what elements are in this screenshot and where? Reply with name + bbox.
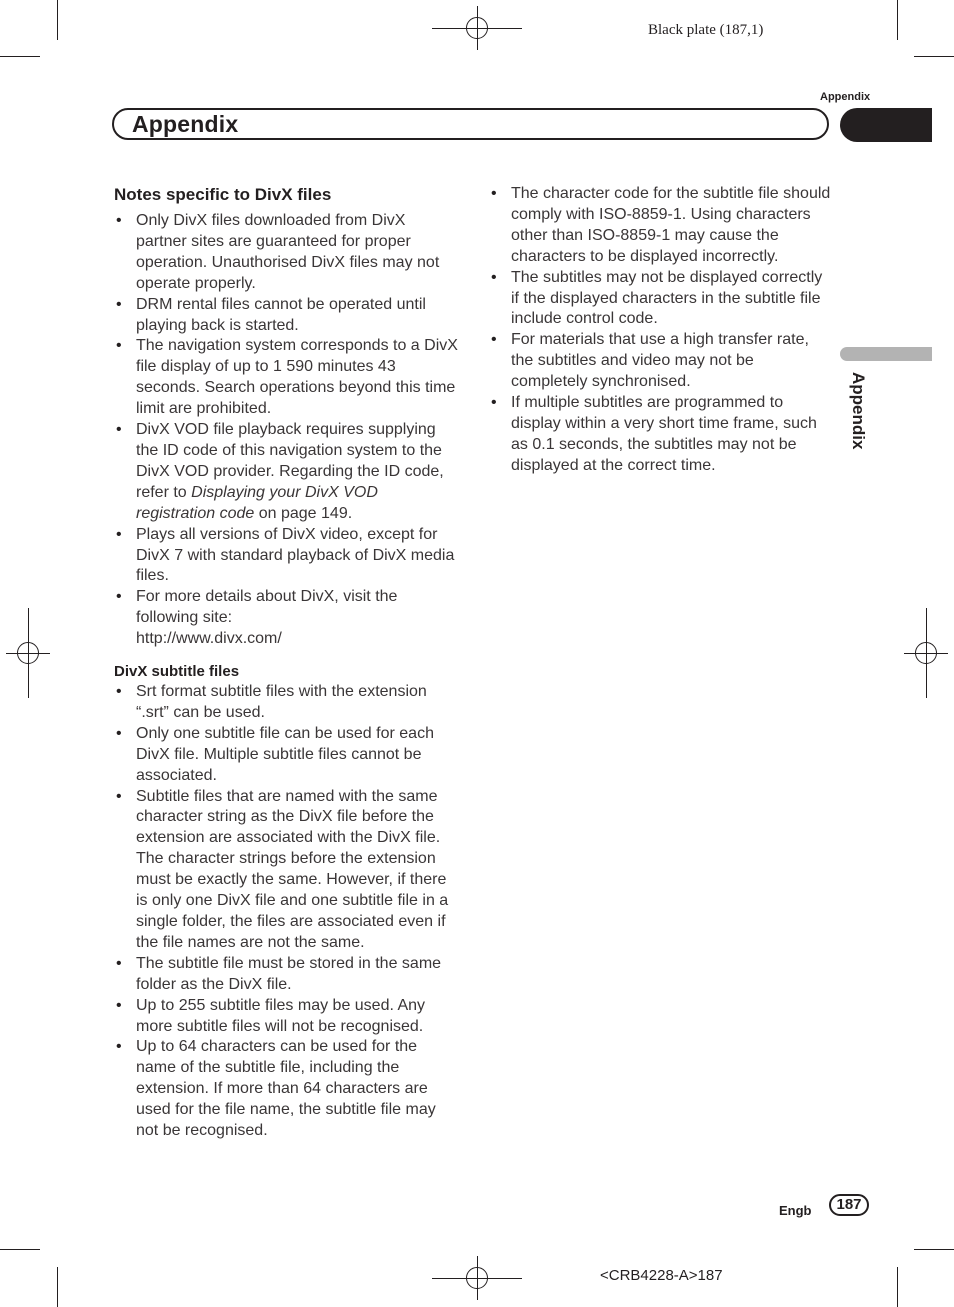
crop-mark: [57, 1267, 58, 1307]
list-item: • The subtitle file must be stored in the same folder as the DivX file.: [114, 954, 460, 996]
crop-mark: [897, 0, 898, 40]
subtitle-notes-list: [489, 184, 834, 477]
list-item: • Subtitle files that are named with the same character string as the DivX file before the extension are associated with the DivX file. The character strings before the extension must be exactly the same. However, if there is only one DivX file and one subtitle file in a single folder, the files are associated even if the file names are not the same.: [114, 787, 460, 954]
registration-circle: [17, 642, 39, 664]
vod-text: DivX VOD file playback requires supplying the ID code of this navigation system to the DivX VOD provider. Regarding the ID code, refer to: [136, 421, 444, 501]
divx-url[interactable]: http://www.divx.com/: [136, 630, 282, 648]
vod-suffix: on page 149.: [254, 504, 353, 522]
running-head: Appendix: [820, 91, 871, 103]
list-item: • If multiple subtitles are programmed to display within a very short time frame, such as 0.1 seconds, the subtitles may not be displayed at the correct time.: [489, 393, 834, 477]
list-item: • Only one subtitle file can be used for each DivX file. Multiple subtitle files cannot be associated.: [114, 724, 460, 787]
crop-mark: [897, 1267, 898, 1307]
registration-circle: [466, 1267, 488, 1289]
section-heading: Notes specific to DivX files: [114, 185, 332, 204]
registration-circle: [915, 642, 937, 664]
crop-mark: [914, 56, 954, 57]
crop-mark: [57, 0, 58, 40]
list-item: • Only DivX files downloaded from DivX partner sites are guaranteed for proper operation. Unauthorised DivX files may not operate properly.: [114, 211, 460, 295]
subsection-heading: DivX subtitle files: [114, 663, 240, 681]
cross-reference-link[interactable]: Displaying your DivX VOD registration code: [136, 483, 378, 522]
left-column: [114, 184, 460, 1142]
page-number: 187: [829, 1194, 869, 1216]
language-code: Engb: [779, 1203, 812, 1218]
list-item: [114, 420, 460, 525]
right-column: [489, 184, 834, 477]
crop-mark: [0, 56, 40, 57]
list-item: • DRM rental files cannot be operated until playing back is started.: [114, 295, 460, 337]
section-tab: [840, 108, 932, 142]
page-title: Appendix: [132, 111, 239, 137]
subtitle-files-list: [114, 682, 460, 1142]
list-item: • The subtitles may not be displayed correctly if the displayed characters in the subtitle file include control code.: [489, 268, 834, 331]
side-tab-label: [838, 372, 878, 472]
list-item: • Up to 255 subtitle files may be used. Any more subtitle files will not be recognised.: [114, 996, 460, 1038]
side-tab-marker: [840, 347, 932, 361]
details-text: For more details about DivX, visit the following site:: [136, 588, 398, 627]
document-code: <CRB4228-A>187: [600, 1267, 723, 1284]
list-item: • For materials that use a high transfer rate, the subtitles and video may not be completely synchronised.: [489, 330, 834, 393]
registration-circle: [466, 17, 488, 39]
list-item: [114, 587, 460, 650]
crop-mark: [0, 1249, 40, 1250]
list-item: • Srt format subtitle files with the extension “.srt” can be used.: [114, 682, 460, 724]
side-tab-text: Appendix: [849, 372, 868, 450]
list-item: • Plays all versions of DivX video, except for DivX 7 with standard playback of DivX media files.: [114, 525, 460, 588]
plate-label: Black plate (187,1): [648, 22, 764, 38]
list-item: • The character code for the subtitle file should comply with ISO-8859-1. Using characters other than ISO-8859-1 may cause the characters to be displayed incorrectly.: [489, 184, 834, 268]
divx-notes-list: [114, 211, 460, 650]
crop-mark: [914, 1249, 954, 1250]
title-bar: [112, 108, 829, 140]
list-item: • Up to 64 characters can be used for the name of the subtitle file, including the extension. If more than 64 characters are used for the file name, the subtitle file may not be recognised.: [114, 1037, 460, 1142]
list-item: • The navigation system corresponds to a DivX file display of up to 1 590 minutes 43 seconds. Search operations beyond this time limit are prohibited.: [114, 336, 460, 420]
